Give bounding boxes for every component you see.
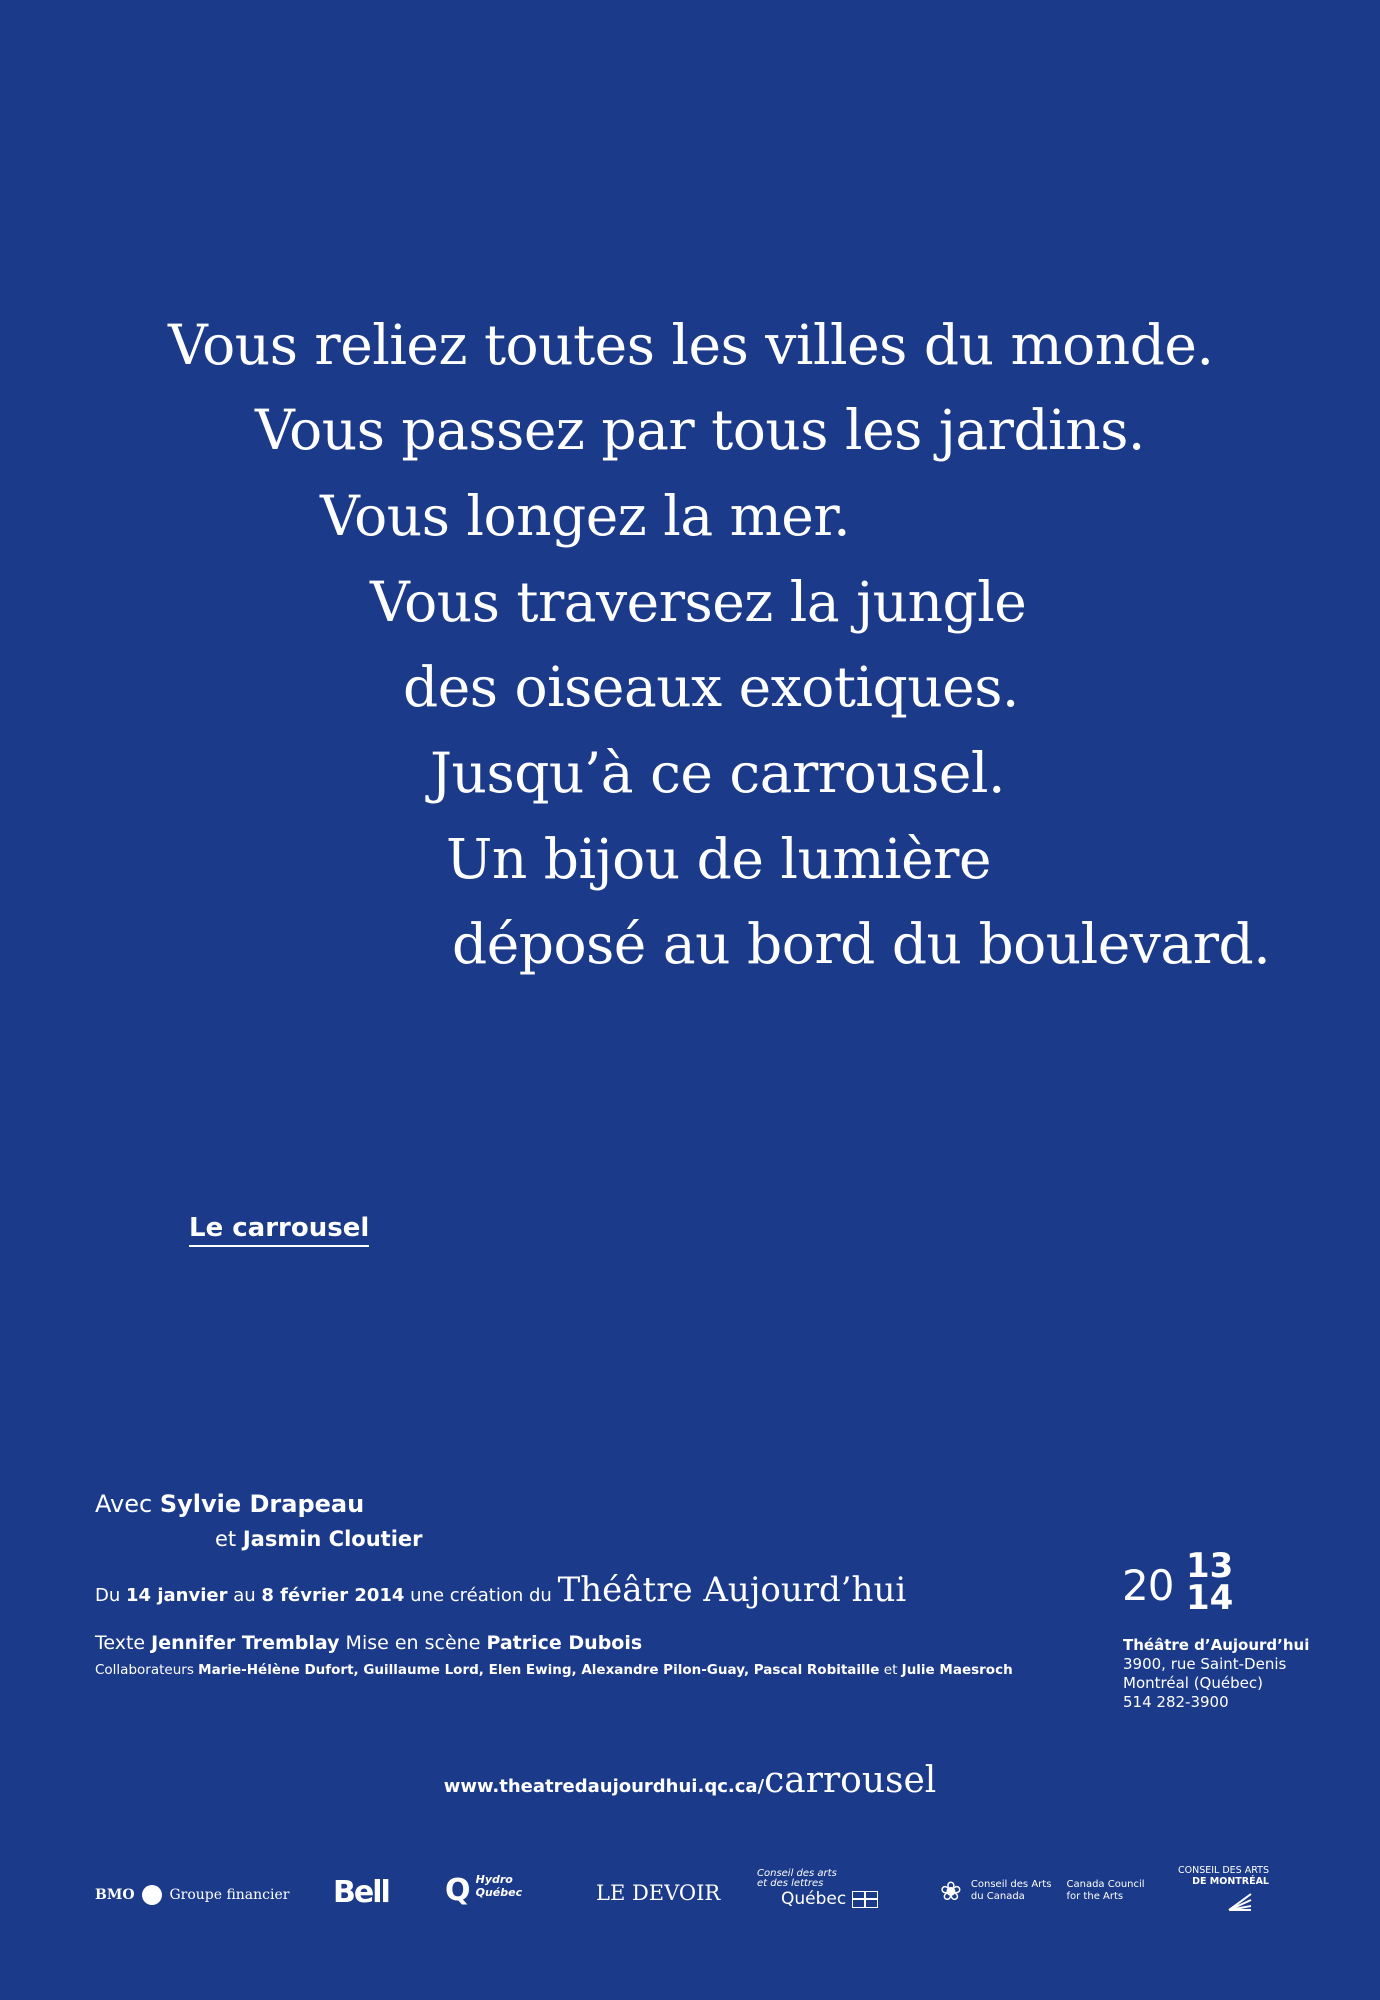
calq-text-3: Québec [781,1889,847,1909]
hydro-text-1: Hydro [475,1873,513,1886]
collab-et: et [883,1662,898,1678]
cac-text-1: Conseil des Arts [970,1879,1052,1890]
poem-line-7: Un bijou de lumière [446,827,992,891]
hydro-text-2: Québec [475,1886,523,1899]
sponsor-bmo [95,1885,289,1905]
address-phone: 514 282-3900 [1123,1693,1229,1711]
bmo-roundel-icon [142,1885,162,1905]
cam-text-2: DE MONTRÉAL [1192,1876,1269,1887]
show-title[interactable]: Le carrousel [189,1213,369,1247]
cam-emblem-icon [1225,1890,1255,1912]
tree-icon: ❀ [940,1877,962,1907]
bmo-text: BMO [95,1887,135,1903]
sponsor-bar [0,1865,1380,1965]
collab-label: Collaborateurs [95,1662,194,1678]
author-name: Jennifer Tremblay [151,1632,340,1654]
dates-line [95,1570,906,1610]
cam-text-1: CONSEIL DES ARTS [1178,1865,1269,1876]
bmo-group-text: Groupe financier [169,1887,290,1903]
sponsor-calq [757,1869,878,1909]
cast-avec-label: Avec [95,1490,153,1518]
url-path[interactable]: carrousel [764,1760,937,1801]
poem-line-3: Vous longez la mer. [320,484,851,548]
website-url[interactable] [0,1760,1380,1801]
texte-label: Texte [95,1632,146,1654]
dates-au: au [233,1585,256,1606]
date-start: 14 janvier [126,1585,228,1606]
sponsor-bell: Bell [333,1875,389,1910]
actor-name: Jasmin Cloutier [242,1527,423,1551]
cast-et-label: et [215,1527,237,1551]
sponsor-cac [940,1879,1145,1905]
sponsor-le-devoir: LE DEVOIR [596,1881,721,1905]
cca-text-2: for the Arts [1066,1891,1124,1902]
mise-label: Mise en scène [345,1632,481,1654]
poem-line-5: des oiseaux exotiques. [403,655,1019,719]
poem-line-1: Vous reliez toutes les villes du monde. [168,313,1214,377]
season-year: 20 [1122,1561,1174,1610]
credits-line [95,1632,642,1654]
last-collaborator: Julie Maesroch [901,1662,1013,1678]
cca-text-1: Canada Council [1066,1879,1145,1890]
hydro-q-icon: Q [445,1873,471,1908]
poem-line-2: Vous passez par tous les jardins. [255,398,1145,462]
season-bottom: 14 [1186,1578,1234,1618]
calq-text-1: Conseil des arts [757,1868,837,1879]
sponsor-hydro-quebec [445,1873,522,1908]
season-top: 13 [1186,1546,1234,1586]
theatre-name: Théâtre Aujourd’hui [557,1570,907,1610]
url-domain[interactable]: www.theatredaujourdhui.qc.ca/ [443,1776,765,1797]
cac-text-2: du Canada [970,1891,1025,1902]
address-street: 3900, rue Saint-Denis [1123,1655,1287,1673]
poem-line-8: déposé au bord du boulevard. [452,912,1271,976]
dates-creation: une création du [410,1585,552,1606]
address-city: Montréal (Québec) [1123,1674,1263,1692]
sponsor-cam [1178,1865,1269,1915]
hydro-text [476,1873,523,1899]
poem-line-4: Vous traversez la jungle [370,570,1027,634]
date-end: 8 février 2014 [261,1585,405,1606]
quebec-flag-icon [852,1891,878,1908]
director-name: Patrice Dubois [486,1632,643,1654]
collaborators-line [95,1662,1013,1678]
cast-line-1 [95,1490,364,1518]
dates-du: Du [95,1585,121,1606]
poem-line-6: Jusqu’à ce carrousel. [430,741,1005,805]
theatre-address [1123,1636,1309,1712]
collaborators: Marie-Hélène Dufort, Guillaume Lord, Elen Ewing, Alexandre Pilon-Guay, Pascal Robitaille [198,1662,880,1678]
address-name: Théâtre d’Aujourd’hui [1123,1636,1310,1654]
season-logo [1122,1546,1234,1618]
calq-text-2: et des lettres [757,1878,824,1889]
actor-name: Sylvie Drapeau [159,1490,365,1518]
cast-line-2 [215,1527,423,1551]
